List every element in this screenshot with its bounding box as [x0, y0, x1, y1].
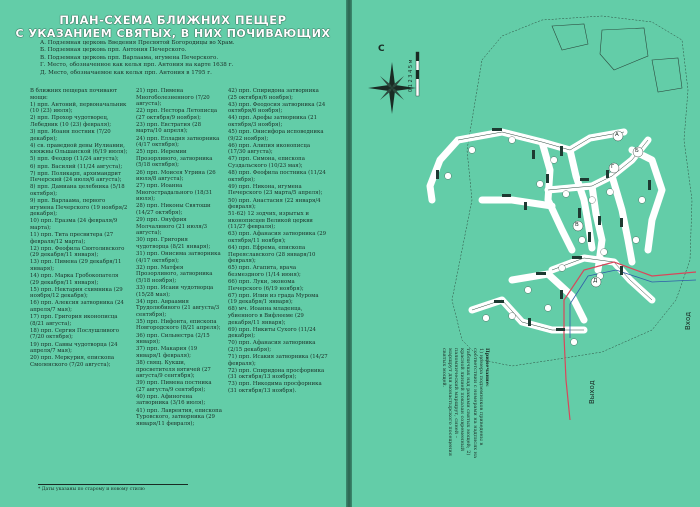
pilgrim-route-red — [564, 262, 696, 420]
saint-entry: 69) прп. Никиты Сухого (11/24 декабря); — [228, 326, 316, 340]
saint-entry: 68) мч. Иоанна младенца, убиенного в Вифлееме (29 декабря/11 января); — [228, 306, 304, 326]
saint-entry: 67) прп. Илии из града Мурома (19 декабря/1 января); — [228, 292, 319, 306]
saint-entry: 8) прп. Дамиана целебника (5/18 октября); — [30, 184, 125, 197]
chamber-legend — [40, 40, 320, 77]
note-heading: Примечание: — [484, 348, 490, 387]
saint-entry: 64) прп. Ефрема, епископа Переяславского (28 января/10 февраля); — [228, 245, 316, 265]
saint-entry: 15) прп. Нектария схимника (29 ноября/12 декабря); — [30, 286, 123, 300]
saint-entry: 45) прп. Онисифора исповедника (9/22 ноября); — [228, 129, 324, 142]
saint-entry: 26) прп. Моисея Угрина (26 июля/8 августа); — [136, 169, 216, 183]
building-outline — [552, 24, 588, 50]
saint-entry: 17) прп. Григория иконописца (8/21 августа); — [30, 314, 118, 327]
saint-entry: 4) св. праведной девы Иулиании, княжны Ольшанской (6/19 июля); — [30, 142, 128, 156]
chamber-letter: Б — [635, 148, 639, 154]
scale-bar — [416, 52, 419, 96]
list-intro: В ближних пещерах почивают мощи: — [30, 88, 118, 101]
footnote: * Даты указаны по старому и новому стилю — [38, 484, 188, 492]
saint-entry: 22) прп. Нестора Летописца (27 октября/9 ноября); — [136, 108, 218, 121]
scale-label: 0 1 2 3 4 5 м — [408, 59, 414, 92]
saint-entry: 73) прп. Никодима просфорника (31 октября/13 ноября). — [228, 381, 322, 394]
saint-entry: 20) прп. Меркурия, епископа Смоленского (7/20 августа); — [30, 355, 115, 368]
legend-item: А. Подземная церковь Введения Пресвятой Богородицы во Храм. — [40, 40, 235, 46]
chamber-letter: А — [615, 132, 619, 138]
saint-entry: 66) прп. Луки, эконома Печерского (6/19 ноября); — [228, 279, 304, 292]
saint-entry: 48) прп. Феофила постника (11/24 октября); — [228, 170, 326, 183]
saints-column-2 — [136, 88, 222, 428]
saint-entry: 70) прп. Афанасия затворника (2/15 декабря); — [228, 340, 316, 353]
legend-item: Г. Место, обозначенное как келья прп. Антония на карте 1638 г. — [40, 62, 234, 69]
title-line-2: С УКАЗАНИЕМ СВЯТЫХ, В НИХ ПОЧИВАЮЩИХ — [15, 27, 331, 40]
compass-north-label: С — [378, 44, 385, 54]
saint-entry: 18) прп. Сергия Послушливого (7/20 октября); — [30, 327, 119, 341]
building-outline — [652, 58, 682, 92]
saint-entry: 32) прп. Матфея Прозорливого, затворника (5/18 ноября); — [136, 264, 213, 284]
entrance-label: Вход — [684, 311, 692, 330]
right-page — [352, 0, 700, 507]
map-note — [382, 348, 512, 458]
saint-entry: 29) прп. Онуфрия Молчаливого (21 июля/3 августа); — [136, 217, 208, 237]
saint-entry: 47) прп. Симона, епископа Суздальского (10/23 мая); — [228, 156, 305, 169]
saint-entry: 34) прп. Авраамия Трудолюбивого (21 августа/3 сентября); — [136, 298, 220, 318]
cave-passages — [430, 132, 662, 330]
page-title — [8, 14, 338, 40]
saint-entry: 9) прп. Варлаама, первого игумена Печерского (19 ноября/2 декабря); — [30, 198, 128, 218]
saint-entry: 63) прп. Афанасия затворника (29 октября/11 ноября); — [228, 231, 327, 244]
legend-item: Б. Подземная церковь прп. Антония Печерского. — [40, 47, 187, 54]
building-outline — [600, 28, 648, 70]
saint-entry: 36) прп. Сильвестра (2/15 января); — [136, 332, 210, 346]
saint-entry: 28) прп. Никоны Святоши (14/27 октября); — [136, 203, 211, 216]
saint-entry: 27) прп. Иоанна Многострадального (18/31 июля); — [136, 183, 213, 203]
saint-entry: 42) прп. Спиридона затворника (25 октября/6 ноября); — [228, 88, 319, 101]
saint-entry: 31) прп. Онисима затворника (4/17 октября); — [136, 251, 221, 264]
saint-entry: 41) прп. Лаврентия, епископа Туровского, затворника (29 января/11 февраля); — [136, 407, 222, 427]
saint-entry: 7) прп. Поликарп, архимандрит Печерский (24 июля/6 августа); — [30, 170, 122, 184]
saint-entry: 19) прп. Саввы чудотворца (24 апреля/7 мая); — [30, 341, 118, 355]
saint-entry: 25) прп. Иеремии Прозорливого, затворника (5/18 октября); — [136, 149, 213, 169]
chamber-letter: В — [575, 222, 579, 228]
saint-entry: 35) прп. Нифонта, епископа Новгородского (8/21 апреля); — [136, 318, 221, 332]
saint-entry: 71) прп. Исакия затворника (14/27 февраля); — [228, 354, 328, 367]
saint-entry: 38) свящ. Кукши, просветителя вятичей (27 августа/9 сентября); — [136, 359, 211, 380]
legend-item: В. Подземная церковь прп. Варлаама, игумена Печерского. — [40, 54, 219, 61]
saint-entry: 40) прп. Афиногена затворника (3/16 июля); — [136, 393, 206, 407]
chamber-letter: Г — [611, 164, 615, 170]
legend-item: Д. Место, обозначаемое как келья прп. Антония в 1795 г. — [40, 69, 212, 76]
saint-entry: 65) прп. Агапита, врача безмездного (1/14 июня); — [228, 265, 301, 278]
saint-entry: 2) прп. Прохор чудотворец, Лебедник (10 (23) февраля); — [30, 115, 112, 128]
saint-entry: 51-62) 12 зодчих, изрытых и иконописцев Великой церкви (11/27 февраля); — [228, 211, 313, 231]
saint-entry: 39) прп. Пимена постника (27 августа/9 сентября); — [136, 380, 212, 393]
saint-entry: 44) прп. Арефы затворника (21 октября/3 ноября); — [228, 115, 317, 128]
saint-entry: 23) прп. Евстратия (28 марта/10 апреля); — [136, 121, 202, 135]
saint-entry: 30) прп. Григория чудотворца (8/21 января); — [136, 237, 211, 250]
saint-entry: 5) прп. Феодор (11/24 августа); — [30, 156, 119, 163]
saints-column-1 — [30, 88, 128, 369]
saint-entry: 49) прп. Никона, игумена Печерского (23 марта/5 апреля); — [228, 183, 323, 197]
exit-label: Выход — [588, 380, 596, 404]
saint-entry: 50) прп. Анастасия (22 января/4 февраля); — [228, 197, 321, 211]
saint-entry: 1) прп. Антоний, первоначальник (10 (23) июля); — [30, 101, 127, 115]
saint-entry: 10) прп. Еразма (24 февраля/9 марта); — [30, 218, 118, 231]
title-line-1: ПЛАН-СХЕМА БЛИЖНИХ ПЕЩЕР — [59, 13, 287, 27]
saint-entry: 16) прп. Алексия затворника (24 апреля/7 мая); — [30, 300, 124, 313]
saint-entry: 46) прп. Алипия иконописца (17/30 августа); — [228, 142, 311, 156]
left-page — [0, 0, 346, 507]
saint-entry: 21) прп. Пимена Многоболезненного (7/20 августа); — [136, 88, 210, 108]
saint-entry: 24) прп. Елладия затворника (4/17 октября); — [136, 135, 220, 149]
saint-entry: 14) прп. Марка Гробокопателя (29 декабря/11 января); — [30, 273, 119, 286]
note-text: 1) номера подземников приведены в соответствии с номерами на надписях на табличках над раками святых мощей; 2) красной линией показан современный паломнический маршрут, синей – маршрут для монастырского посещения святых мощей. — [440, 348, 484, 458]
saint-entry: 3) прп. Иоанн постник (7/20 декабря); — [30, 129, 111, 142]
saints-column-3 — [228, 88, 328, 395]
saint-entry: 11) прп. Тита пресвитера (27 февраля/12 марта); — [30, 232, 114, 245]
saint-entry: 43) прп. Феодосия затворника (24 октября/6 ноября); — [228, 101, 326, 115]
saint-entry: 13) прп. Пимена (29 декабря/11 января); — [30, 259, 122, 272]
saint-entry: 37) прп. Макария (19 января/1 февраля); — [136, 346, 198, 359]
saint-entry: 33) прп. Исаии чудотворца (15/28 мая); — [136, 284, 214, 298]
saint-entry: 6) прп. Василий (11/24 августа); — [30, 163, 123, 170]
chamber-letter: Д — [593, 278, 598, 284]
saint-entry: 12) прп. Феофила Святоливского (29 декабря/11 января); — [30, 245, 125, 259]
saint-entry: 72) прп. Спиридона просфорника (31 октября/13 ноября); — [228, 367, 325, 381]
